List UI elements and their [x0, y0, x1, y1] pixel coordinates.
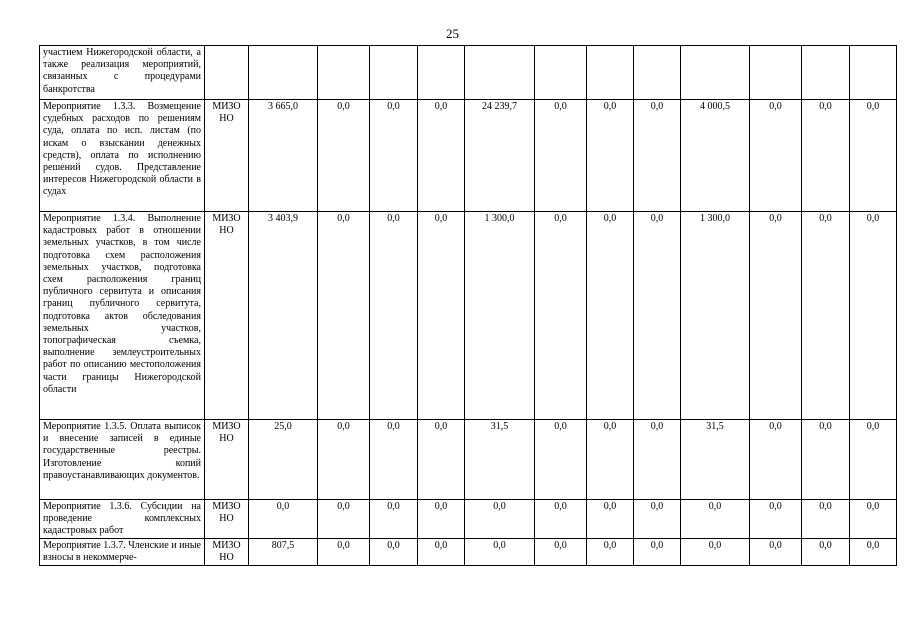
value-cell: 0,0	[318, 420, 370, 500]
value-cell	[535, 46, 587, 100]
value-cell: 0,0	[370, 100, 418, 212]
table-row	[40, 500, 897, 539]
value-cell: 0,0	[681, 500, 750, 539]
table-row	[40, 420, 897, 500]
value-cell: 0,0	[418, 212, 465, 420]
value-cell: 0,0	[465, 538, 535, 565]
value-cell: 0,0	[535, 500, 587, 539]
value-cell: 0,0	[318, 212, 370, 420]
activity-description-cell: Мероприятие 1.3.3. Возмещение судебных расходов по решениям суда, оплата по исп. листам (по искам о взыскании денежных средств), оплата по исполнению решений судов. Представление интересов Нижегородской области в судах	[40, 100, 205, 212]
value-cell: 3 403,9	[249, 212, 318, 420]
value-cell: 0,0	[465, 500, 535, 539]
value-cell: 0,0	[634, 538, 681, 565]
value-cell: 0,0	[802, 212, 850, 420]
value-cell: 0,0	[318, 538, 370, 565]
value-cell: 0,0	[370, 212, 418, 420]
value-cell: 0,0	[418, 420, 465, 500]
value-cell: 0,0	[750, 100, 802, 212]
value-cell: 0,0	[370, 420, 418, 500]
value-cell: 0,0	[634, 500, 681, 539]
value-cell	[318, 46, 370, 100]
value-cell	[249, 46, 318, 100]
value-cell	[418, 46, 465, 100]
value-cell: 0,0	[587, 100, 634, 212]
value-cell: 0,0	[587, 538, 634, 565]
value-cell: 1 300,0	[681, 212, 750, 420]
value-cell: 0,0	[418, 100, 465, 212]
value-cell: 0,0	[850, 420, 897, 500]
value-cell: 0,0	[370, 538, 418, 565]
value-cell: 0,0	[587, 500, 634, 539]
value-cell	[634, 46, 681, 100]
table-row	[40, 212, 897, 420]
value-cell: 0,0	[535, 100, 587, 212]
value-cell: 0,0	[418, 500, 465, 539]
table-row	[40, 100, 897, 212]
value-cell: 0,0	[249, 500, 318, 539]
budget-table	[39, 45, 897, 566]
value-cell: 0,0	[535, 538, 587, 565]
value-cell	[802, 46, 850, 100]
value-cell: 0,0	[318, 500, 370, 539]
value-cell: 0,0	[850, 538, 897, 565]
value-cell: 1 300,0	[465, 212, 535, 420]
table-row	[40, 46, 897, 100]
value-cell: 0,0	[850, 500, 897, 539]
value-cell: 31,5	[681, 420, 750, 500]
value-cell: 0,0	[750, 500, 802, 539]
activity-description-cell: Мероприятие 1.3.4. Выполнение кадастровых работ в отношении земельных участков, в том числе подготовка схем расположения земельных участков, подготовка схем расположения границ публичного сервитута и описания границ публичного сервитута, подготовка актов обследования земельных участков, топографическая съемка, выполнение землеустроительных работ по описанию местоположения части границы Нижегородской области	[40, 212, 205, 420]
value-cell: 0,0	[535, 212, 587, 420]
value-cell: 0,0	[802, 420, 850, 500]
value-cell: 0,0	[634, 420, 681, 500]
value-cell: 0,0	[802, 538, 850, 565]
executor-cell: МИЗО НО	[205, 500, 249, 539]
value-cell: 0,0	[850, 100, 897, 212]
value-cell: 0,0	[850, 212, 897, 420]
value-cell: 0,0	[802, 100, 850, 212]
activity-description-cell: Мероприятие 1.3.7. Членские и иные взносы в некоммерче-	[40, 538, 205, 565]
value-cell: 24 239,7	[465, 100, 535, 212]
value-cell: 807,5	[249, 538, 318, 565]
value-cell: 25,0	[249, 420, 318, 500]
executor-cell: МИЗО НО	[205, 212, 249, 420]
executor-cell: МИЗО НО	[205, 538, 249, 565]
value-cell: 0,0	[535, 420, 587, 500]
value-cell: 0,0	[370, 500, 418, 539]
executor-cell: МИЗО НО	[205, 420, 249, 500]
activity-description-cell: Мероприятие 1.3.5. Оплата выписок и внесение записей в единые государственные реестры. Изготовление копий правоустанавливающих документов.	[40, 420, 205, 500]
value-cell: 3 665,0	[249, 100, 318, 212]
value-cell	[465, 46, 535, 100]
value-cell: 0,0	[681, 538, 750, 565]
activity-description-cell: Мероприятие 1.3.6. Субсидии на проведение комплексных кадастровых работ	[40, 500, 205, 539]
value-cell	[370, 46, 418, 100]
value-cell: 0,0	[318, 100, 370, 212]
value-cell	[750, 46, 802, 100]
value-cell: 0,0	[634, 100, 681, 212]
value-cell: 0,0	[634, 212, 681, 420]
executor-cell	[205, 46, 249, 100]
value-cell: 0,0	[587, 212, 634, 420]
page-number: 25	[446, 26, 459, 41]
value-cell	[681, 46, 750, 100]
value-cell: 31,5	[465, 420, 535, 500]
value-cell: 0,0	[750, 212, 802, 420]
value-cell: 4 000,5	[681, 100, 750, 212]
value-cell	[587, 46, 634, 100]
activity-description-cell: участием Нижегородской области, а также реализация мероприятий, связанных с процедурами банкротства	[40, 46, 205, 100]
value-cell: 0,0	[587, 420, 634, 500]
value-cell: 0,0	[750, 420, 802, 500]
table-row	[40, 538, 897, 565]
executor-cell: МИЗО НО	[205, 100, 249, 212]
value-cell: 0,0	[750, 538, 802, 565]
value-cell: 0,0	[802, 500, 850, 539]
value-cell	[850, 46, 897, 100]
value-cell: 0,0	[418, 538, 465, 565]
